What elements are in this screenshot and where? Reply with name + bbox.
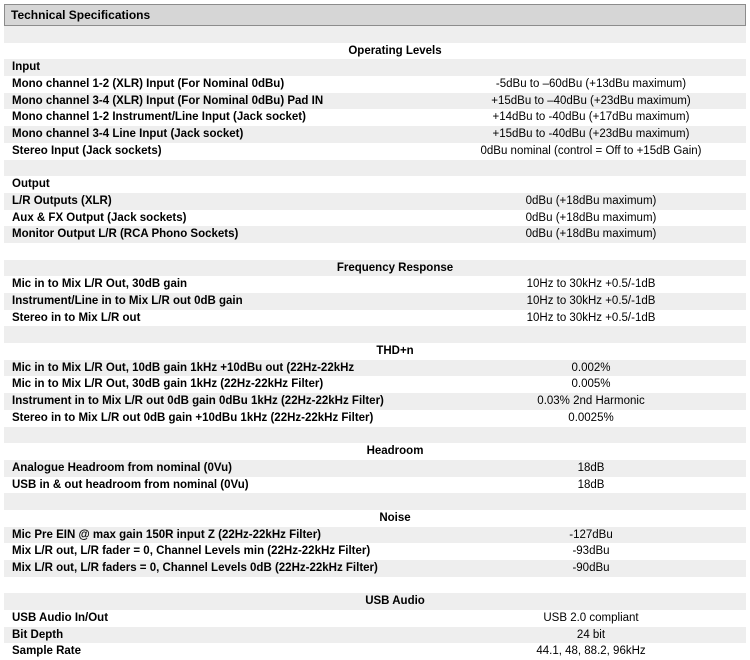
spacer-row (4, 577, 746, 594)
spec-label: Bit Depth (12, 628, 64, 641)
spec-row (4, 76, 746, 93)
spec-value: +15dBu to -40dBu (+23dBu maximum) (492, 128, 690, 141)
spacer-row (4, 160, 746, 177)
spec-label: Sample Rate (12, 645, 82, 658)
spec-row (4, 109, 746, 126)
spec-label: Instrument/Line in to Mix L/R out 0dB gain (12, 295, 243, 307)
subsection-label: Output (12, 178, 50, 191)
spec-row (4, 410, 746, 427)
spacer-row (4, 326, 746, 343)
spec-label: Stereo in to Mix L/R out 0dB gain +10dBu 1kHz (22Hz-22kHz Filter) (12, 411, 374, 424)
spec-label: Mic in to Mix L/R Out, 30dB gain 1kHz (22Hz-22kHz Filter) (12, 378, 324, 391)
spec-value: 44.1, 48, 88.2, 96kHz (536, 645, 646, 658)
spec-value: +14dBu to -40dBu (+17dBu maximum) (492, 111, 690, 124)
spec-label: Mono channel 1-2 Instrument/Line Input (Jack socket) (12, 111, 306, 124)
spacer-row (4, 427, 746, 444)
section-heading-text: Noise (379, 511, 411, 524)
spec-label: Stereo Input (Jack sockets) (12, 144, 162, 157)
spec-value: 0dBu (+18dBu maximum) (525, 228, 657, 241)
spec-row (4, 93, 746, 110)
spec-row (4, 143, 746, 160)
spec-label: Mono channel 3-4 (XLR) Input (For Nominal 0dBu) Pad IN (12, 94, 324, 107)
spec-row (4, 376, 746, 393)
section-heading-text: Operating Levels (348, 44, 442, 57)
spec-label: Mono channel 3-4 Line Input (Jack socket) (12, 128, 244, 141)
spec-value: 10Hz to 30kHz +0.5/-1dB (526, 295, 656, 307)
spec-row (4, 126, 746, 143)
spec-sheet (4, 4, 746, 660)
spec-row (4, 293, 746, 310)
spec-row (4, 393, 746, 410)
section-heading (4, 443, 746, 460)
spec-label: Stereo in to Mix L/R out (12, 311, 141, 324)
subsection-row (4, 59, 746, 76)
spec-value: -90dBu (572, 562, 610, 574)
spec-value: USB 2.0 compliant (543, 612, 639, 625)
spec-row (4, 460, 746, 477)
spec-title: Technical Specifications (4, 4, 746, 26)
spec-row (4, 610, 746, 627)
spec-value: 0dBu (+18dBu maximum) (525, 194, 657, 207)
subsection-label: Input (12, 61, 41, 74)
spec-row (4, 360, 746, 377)
section-heading (4, 510, 746, 527)
section-heading (4, 43, 746, 60)
spec-row (4, 477, 746, 494)
spec-label: Monitor Output L/R (RCA Phono Sockets) (12, 228, 239, 241)
spec-label: Mic in to Mix L/R Out, 30dB gain (12, 278, 188, 291)
spacer-row (4, 243, 746, 260)
spec-row (4, 527, 746, 544)
spec-row (4, 543, 746, 560)
spec-value: 0.002% (571, 361, 611, 374)
spec-table (4, 26, 746, 660)
section-heading (4, 593, 746, 610)
spec-label: Mix L/R out, L/R faders = 0, Channel Levels 0dB (22Hz-22kHz Filter) (12, 562, 378, 574)
spec-value: 0.0025% (568, 411, 614, 424)
spec-row (4, 627, 746, 644)
section-heading-text: USB Audio (365, 595, 425, 608)
section-heading (4, 260, 746, 277)
spec-value: 0dBu (+18dBu maximum) (525, 211, 657, 224)
spec-row (4, 276, 746, 293)
spec-value: 0.005% (571, 378, 611, 391)
spec-row (4, 210, 746, 227)
spec-label: Mix L/R out, L/R fader = 0, Channel Levels min (22Hz-22kHz Filter) (12, 545, 371, 558)
spec-value: 0dBu nominal (control = Off to +15dB Gain) (480, 144, 702, 157)
spec-value: +15dBu to –40dBu (+23dBu maximum) (491, 94, 691, 107)
spec-label: Instrument in to Mix L/R out 0dB gain 0dBu 1kHz (22Hz-22kHz Filter) (12, 395, 384, 408)
spec-row (4, 643, 746, 660)
spec-label: USB in & out headroom from nominal (0Vu) (12, 478, 249, 491)
section-heading-text: THD+n (376, 345, 414, 358)
spec-value: -127dBu (569, 528, 613, 541)
spec-value: 10Hz to 30kHz +0.5/-1dB (526, 278, 656, 291)
spec-label: USB Audio In/Out (12, 612, 109, 625)
spec-label: Aux & FX Output (Jack sockets) (12, 211, 187, 224)
spec-value: -93dBu (572, 545, 610, 558)
spacer-row (4, 493, 746, 510)
section-heading-text: Frequency Response (336, 261, 454, 274)
spec-row (4, 560, 746, 577)
spec-value: 18dB (577, 478, 605, 491)
spec-label: Analogue Headroom from nominal (0Vu) (12, 461, 233, 474)
spec-label: L/R Outputs (XLR) (12, 194, 112, 207)
section-heading-text: Headroom (366, 445, 424, 458)
spec-value: 24 bit (576, 628, 606, 641)
spec-row (4, 310, 746, 327)
spec-row (4, 193, 746, 210)
spec-label: Mono channel 1-2 (XLR) Input (For Nominal 0dBu) (12, 78, 285, 91)
section-heading (4, 343, 746, 360)
spec-value: 10Hz to 30kHz +0.5/-1dB (526, 311, 656, 324)
spec-label: Mic in to Mix L/R Out, 10dB gain 1kHz +10dBu out (22Hz-22kHz (12, 361, 355, 374)
spec-row (4, 226, 746, 243)
spec-label: Mic Pre EIN @ max gain 150R input Z (22Hz-22kHz Filter) (12, 528, 322, 541)
spec-value: 0.03% 2nd Harmonic (537, 395, 645, 408)
subsection-row (4, 176, 746, 193)
spec-value: -5dBu to –60dBu (+13dBu maximum) (495, 78, 687, 91)
spec-value: 18dB (577, 461, 605, 474)
spacer-row (4, 26, 746, 43)
